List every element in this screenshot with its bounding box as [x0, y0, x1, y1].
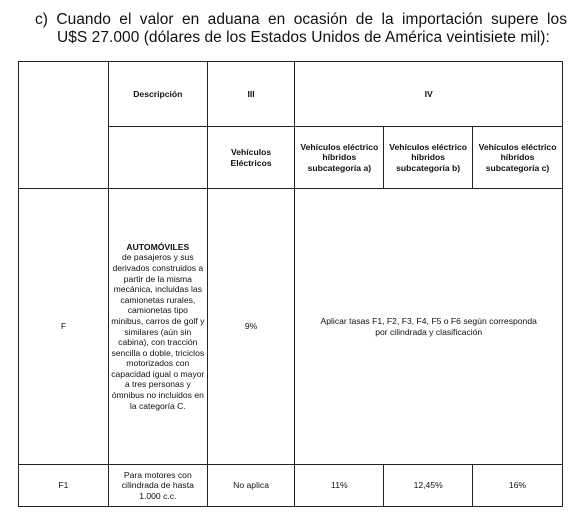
- row-f-electricos: 9%: [207, 189, 295, 465]
- heading-line-2: U$S 27.000 (dólares de los Estados Unidos de América veintisiete mil):: [57, 29, 550, 46]
- row-f-description: [108, 189, 207, 465]
- table-row-f: [19, 189, 563, 465]
- section-heading: [35, 11, 567, 47]
- row-f-code: F: [19, 189, 109, 465]
- row-f-hibridos-note: Aplicar tasas F1, F2, F3, F4, F5 o F6 según corresponda por cilindrada y clasificación: [295, 189, 563, 465]
- tariff-table: [18, 61, 563, 507]
- code-header-cell: [19, 62, 109, 189]
- row-f1-hibridos-c: 16%: [473, 465, 563, 507]
- hibridos-b-subheader: Vehículos eléctrico híbridos subcategoría b): [384, 127, 473, 189]
- row-f1-hibridos-b: 12,45%: [384, 465, 473, 507]
- description-header: Descripción: [108, 62, 207, 127]
- table-header-row: [19, 62, 563, 127]
- hibridos-c-subheader: Vehículos eléctrico híbridos subcategoría c): [473, 127, 563, 189]
- column-iv-header: IV: [295, 62, 563, 127]
- column-iii-header: III: [207, 62, 295, 127]
- table-row-f1: [19, 465, 563, 507]
- row-f1-code: F1: [19, 465, 109, 507]
- row-f-description-body: de pasajeros y sus derivados construidos a partir de la misma mecánica, incluidas las camionetas rurales, camionetas tipo minibus, carros de golf y similares (aún sin cabina), con tracción sencilla o doble, triciclos motorizados con capacidad igual o mayor a tres personas y ómnibus no incluidos en la categoría C.: [111, 252, 205, 411]
- row-f1-electricos: No aplica: [207, 465, 295, 507]
- heading-line-1: c) Cuando el valor en aduana en ocasión de la importación supere los: [35, 11, 567, 28]
- electricos-subheader: Vehículos Eléctricos: [207, 127, 295, 189]
- row-f1-description: Para motores con cilindrada de hasta 1.000 c.c.: [108, 465, 207, 507]
- description-subheader-cell: [108, 127, 207, 189]
- row-f1-hibridos-a: 11%: [295, 465, 384, 507]
- row-f-description-title: AUTOMÓVILES: [126, 241, 190, 252]
- hibridos-a-subheader: Vehículos eléctrico híbridos subcategoría a): [295, 127, 384, 189]
